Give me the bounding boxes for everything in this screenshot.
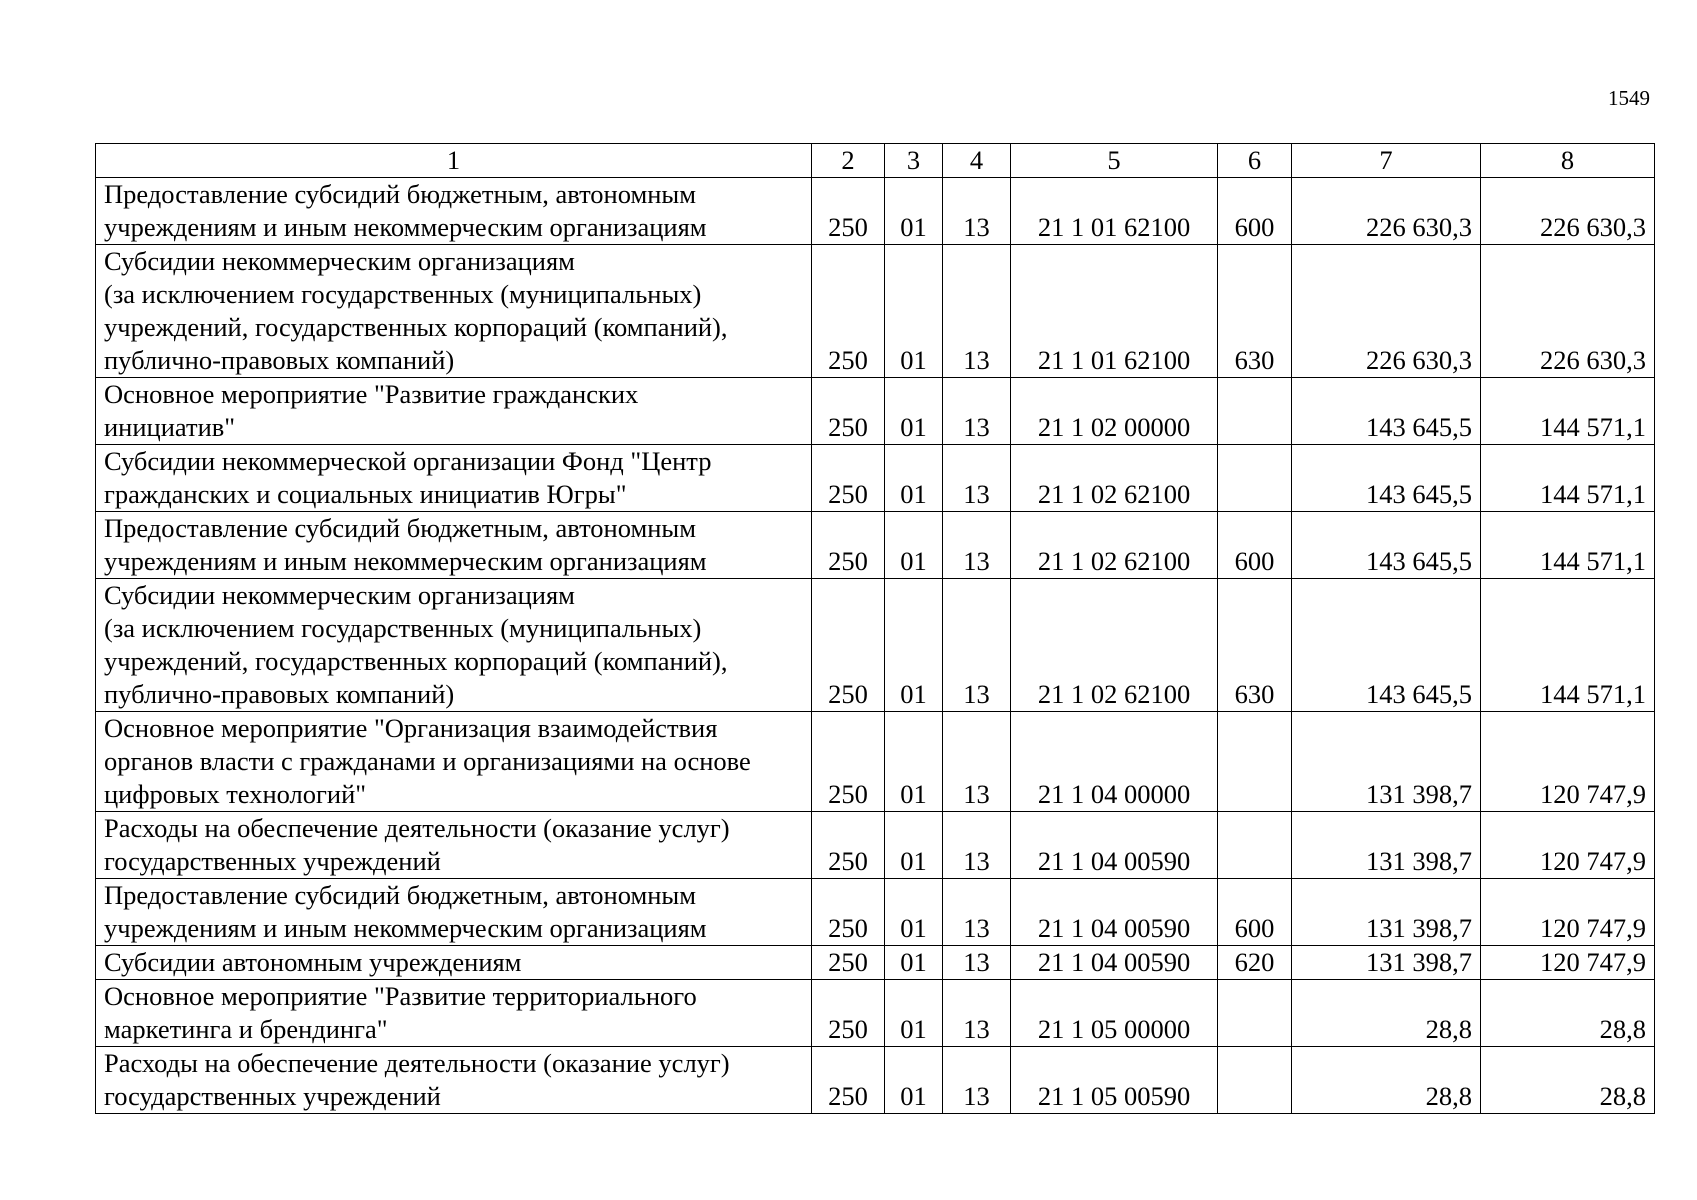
table-row bbox=[96, 1047, 1655, 1114]
section-code-cell: 01 bbox=[885, 879, 943, 946]
target-article-cell: 21 1 05 00590 bbox=[1011, 1047, 1218, 1114]
expense-name-text: Предоставление субсидий бюджетным, автономным учреждениям и иным некоммерческим организациям bbox=[104, 880, 707, 943]
expense-name-cell bbox=[96, 178, 812, 245]
header-cell: 8 bbox=[1481, 144, 1655, 178]
target-article-cell: 21 1 04 00000 bbox=[1011, 712, 1218, 812]
amount-col8-cell: 226 630,3 bbox=[1481, 245, 1655, 378]
target-article-cell: 21 1 04 00590 bbox=[1011, 879, 1218, 946]
header-cell: 3 bbox=[885, 144, 943, 178]
expense-name-cell bbox=[96, 445, 812, 512]
target-article-cell: 21 1 04 00590 bbox=[1011, 946, 1218, 980]
target-article-cell: 21 1 02 62100 bbox=[1011, 445, 1218, 512]
section-code-cell: 01 bbox=[885, 946, 943, 980]
amount-col8-cell: 28,8 bbox=[1481, 1047, 1655, 1114]
amount-col7-cell: 226 630,3 bbox=[1292, 178, 1481, 245]
expense-type-cell bbox=[1218, 378, 1292, 445]
header-cell: 2 bbox=[812, 144, 885, 178]
amount-col7-cell: 131 398,7 bbox=[1292, 879, 1481, 946]
amount-col8-cell: 120 747,9 bbox=[1481, 712, 1655, 812]
subsection-code-cell: 13 bbox=[943, 245, 1011, 378]
header-cell: 5 bbox=[1011, 144, 1218, 178]
ministry-code-cell: 250 bbox=[812, 245, 885, 378]
expense-type-cell: 600 bbox=[1218, 879, 1292, 946]
subsection-code-cell: 13 bbox=[943, 512, 1011, 579]
expense-name-cell bbox=[96, 812, 812, 879]
amount-col8-cell: 144 571,1 bbox=[1481, 512, 1655, 579]
expense-name-text: Расходы на обеспечение деятельности (оказание услуг) государственных учреждений bbox=[104, 1048, 730, 1111]
amount-col8-cell: 120 747,9 bbox=[1481, 879, 1655, 946]
table-row bbox=[96, 946, 1655, 980]
expense-name-cell bbox=[96, 980, 812, 1047]
header-cell: 1 bbox=[96, 144, 812, 178]
amount-col7-cell: 143 645,5 bbox=[1292, 512, 1481, 579]
amount-col8-cell: 144 571,1 bbox=[1481, 445, 1655, 512]
amount-col7-cell: 28,8 bbox=[1292, 980, 1481, 1047]
amount-col7-cell: 143 645,5 bbox=[1292, 378, 1481, 445]
section-code-cell: 01 bbox=[885, 378, 943, 445]
expense-type-cell bbox=[1218, 1047, 1292, 1114]
expense-type-cell: 620 bbox=[1218, 946, 1292, 980]
table-row bbox=[96, 879, 1655, 946]
expense-name-text: Основное мероприятие "Организация взаимодействия органов власти с гражданами и организациями на основе цифровых технологий" bbox=[104, 713, 751, 809]
expense-name-cell bbox=[96, 1047, 812, 1114]
section-code-cell: 01 bbox=[885, 445, 943, 512]
amount-col7-cell: 143 645,5 bbox=[1292, 445, 1481, 512]
page-number: 1549 bbox=[1608, 86, 1650, 110]
expense-name-text: Предоставление субсидий бюджетным, автономным учреждениям и иным некоммерческим организациям bbox=[104, 513, 707, 576]
amount-col8-cell: 120 747,9 bbox=[1481, 946, 1655, 980]
subsection-code-cell: 13 bbox=[943, 980, 1011, 1047]
subsection-code-cell: 13 bbox=[943, 812, 1011, 879]
amount-col8-cell: 28,8 bbox=[1481, 980, 1655, 1047]
section-code-cell: 01 bbox=[885, 245, 943, 378]
expense-type-cell: 630 bbox=[1218, 245, 1292, 378]
target-article-cell: 21 1 05 00000 bbox=[1011, 980, 1218, 1047]
section-code-cell: 01 bbox=[885, 980, 943, 1047]
expense-name-text: Основное мероприятие "Развитие территориального маркетинга и брендинга" bbox=[104, 981, 697, 1044]
amount-col7-cell: 28,8 bbox=[1292, 1047, 1481, 1114]
section-code-cell: 01 bbox=[885, 512, 943, 579]
expense-type-cell bbox=[1218, 980, 1292, 1047]
header-cell: 6 bbox=[1218, 144, 1292, 178]
expense-name-text: Субсидии некоммерческим организациям (за исключением государственных (муниципальных) учреждений, государственных корпораций (компаний), публично-правовых компаний) bbox=[104, 246, 728, 375]
target-article-cell: 21 1 02 62100 bbox=[1011, 579, 1218, 712]
subsection-code-cell: 13 bbox=[943, 879, 1011, 946]
ministry-code-cell: 250 bbox=[812, 445, 885, 512]
ministry-code-cell: 250 bbox=[812, 946, 885, 980]
target-article-cell: 21 1 02 62100 bbox=[1011, 512, 1218, 579]
ministry-code-cell: 250 bbox=[812, 512, 885, 579]
expense-name-text: Предоставление субсидий бюджетным, автономным учреждениям и иным некоммерческим организациям bbox=[104, 179, 707, 242]
table-row bbox=[96, 378, 1655, 445]
target-article-cell: 21 1 04 00590 bbox=[1011, 812, 1218, 879]
subsection-code-cell: 13 bbox=[943, 1047, 1011, 1114]
subsection-code-cell: 13 bbox=[943, 579, 1011, 712]
expense-type-cell bbox=[1218, 445, 1292, 512]
section-code-cell: 01 bbox=[885, 812, 943, 879]
target-article-cell: 21 1 01 62100 bbox=[1011, 178, 1218, 245]
ministry-code-cell: 250 bbox=[812, 812, 885, 879]
ministry-code-cell: 250 bbox=[812, 879, 885, 946]
table-row bbox=[96, 712, 1655, 812]
subsection-code-cell: 13 bbox=[943, 712, 1011, 812]
expense-name-cell bbox=[96, 378, 812, 445]
expense-name-cell bbox=[96, 579, 812, 712]
table-row bbox=[96, 445, 1655, 512]
table-row bbox=[96, 812, 1655, 879]
budget-table bbox=[95, 143, 1655, 1114]
section-code-cell: 01 bbox=[885, 579, 943, 712]
header-cell: 4 bbox=[943, 144, 1011, 178]
table-row bbox=[96, 178, 1655, 245]
amount-col7-cell: 131 398,7 bbox=[1292, 712, 1481, 812]
amount-col8-cell: 144 571,1 bbox=[1481, 579, 1655, 712]
ministry-code-cell: 250 bbox=[812, 579, 885, 712]
subsection-code-cell: 13 bbox=[943, 946, 1011, 980]
header-row bbox=[96, 144, 1655, 178]
expense-name-text: Субсидии некоммерческим организациям (за исключением государственных (муниципальных) учреждений, государственных корпораций (компаний), публично-правовых компаний) bbox=[104, 580, 728, 709]
table-row bbox=[96, 579, 1655, 712]
expense-name-text: Основное мероприятие "Развитие гражданских инициатив" bbox=[104, 379, 639, 442]
subsection-code-cell: 13 bbox=[943, 445, 1011, 512]
table-row bbox=[96, 245, 1655, 378]
subsection-code-cell: 13 bbox=[943, 378, 1011, 445]
expense-type-cell: 630 bbox=[1218, 579, 1292, 712]
expense-type-cell bbox=[1218, 812, 1292, 879]
header-cell: 7 bbox=[1292, 144, 1481, 178]
table-row bbox=[96, 980, 1655, 1047]
amount-col8-cell: 226 630,3 bbox=[1481, 178, 1655, 245]
expense-name-text: Субсидии автономным учреждениям bbox=[104, 947, 522, 977]
table-row bbox=[96, 512, 1655, 579]
amount-col7-cell: 143 645,5 bbox=[1292, 579, 1481, 712]
ministry-code-cell: 250 bbox=[812, 378, 885, 445]
ministry-code-cell: 250 bbox=[812, 980, 885, 1047]
expense-name-cell bbox=[96, 946, 812, 980]
ministry-code-cell: 250 bbox=[812, 178, 885, 245]
expense-type-cell: 600 bbox=[1218, 178, 1292, 245]
amount-col7-cell: 131 398,7 bbox=[1292, 946, 1481, 980]
expense-name-cell bbox=[96, 512, 812, 579]
subsection-code-cell: 13 bbox=[943, 178, 1011, 245]
expense-type-cell bbox=[1218, 712, 1292, 812]
expense-type-cell: 600 bbox=[1218, 512, 1292, 579]
expense-name-cell bbox=[96, 879, 812, 946]
expense-name-text: Субсидии некоммерческой организации Фонд "Центр гражданских и социальных инициатив Югры" bbox=[104, 446, 712, 509]
expense-name-cell bbox=[96, 245, 812, 378]
ministry-code-cell: 250 bbox=[812, 712, 885, 812]
section-code-cell: 01 bbox=[885, 178, 943, 245]
expense-name-text: Расходы на обеспечение деятельности (оказание услуг) государственных учреждений bbox=[104, 813, 730, 876]
amount-col7-cell: 226 630,3 bbox=[1292, 245, 1481, 378]
amount-col8-cell: 144 571,1 bbox=[1481, 378, 1655, 445]
section-code-cell: 01 bbox=[885, 712, 943, 812]
table-body bbox=[96, 144, 1655, 1114]
target-article-cell: 21 1 01 62100 bbox=[1011, 245, 1218, 378]
ministry-code-cell: 250 bbox=[812, 1047, 885, 1114]
amount-col7-cell: 131 398,7 bbox=[1292, 812, 1481, 879]
section-code-cell: 01 bbox=[885, 1047, 943, 1114]
amount-col8-cell: 120 747,9 bbox=[1481, 812, 1655, 879]
target-article-cell: 21 1 02 00000 bbox=[1011, 378, 1218, 445]
expense-name-cell bbox=[96, 712, 812, 812]
